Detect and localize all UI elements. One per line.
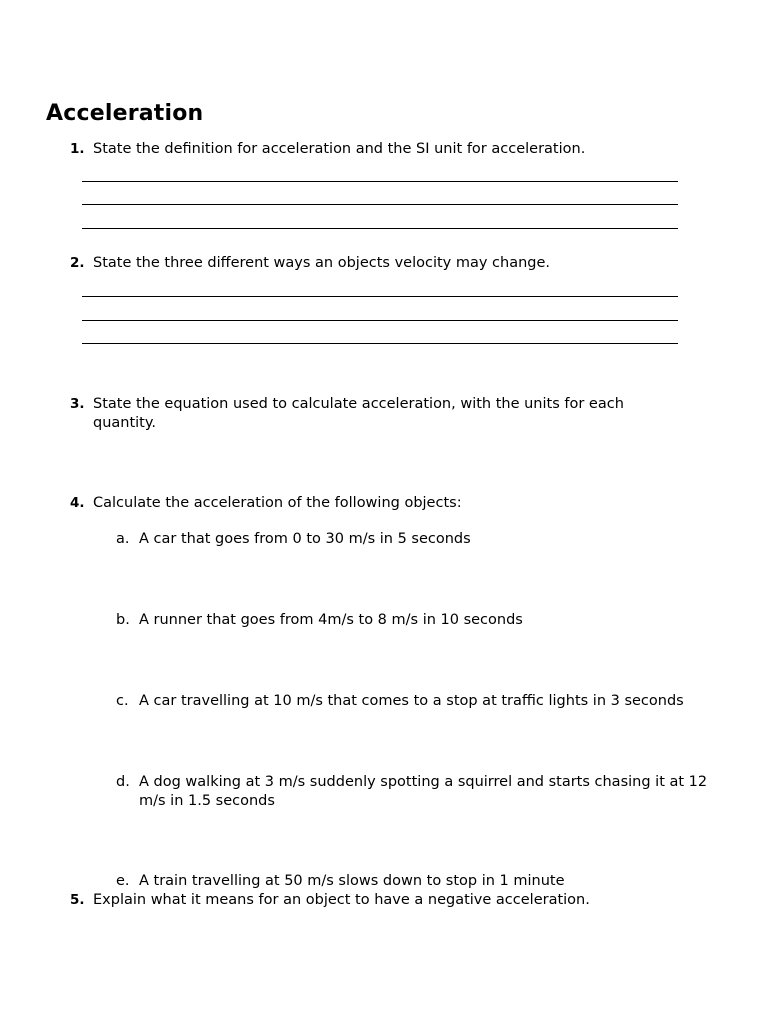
answer-line[interactable] (82, 296, 678, 297)
question-4-part-b (116, 611, 729, 630)
answer-line[interactable] (82, 228, 678, 229)
question-number: 4. (70, 495, 85, 511)
answer-line[interactable] (82, 181, 678, 182)
question-4 (70, 494, 693, 513)
question-text: Calculate the acceleration of the following objects: (93, 495, 462, 511)
part-letter: c. (116, 693, 129, 709)
question-number: 2. (70, 255, 85, 271)
part-letter: b. (116, 612, 130, 628)
question-text: State the three different ways an objects velocity may change. (93, 255, 551, 271)
question-text: State the equation used to calculate acceleration, with the units for each quantity. (93, 396, 624, 431)
question-text: Explain what it means for an object to have a negative acceleration. (93, 892, 590, 908)
part-letter: d. (116, 774, 130, 790)
question-3 (70, 395, 673, 433)
question-4-part-a (116, 530, 729, 549)
answer-line[interactable] (82, 343, 678, 344)
question-2 (70, 254, 693, 273)
question-1 (70, 140, 693, 159)
part-text: A dog walking at 3 m/s suddenly spotting a squirrel and starts chasing it at 12 m/s in 1.5 seconds (139, 774, 708, 809)
page-title: Acceleration (46, 101, 204, 126)
part-letter: a. (116, 531, 130, 547)
part-letter: e. (116, 873, 130, 889)
part-text: A car travelling at 10 m/s that comes to a stop at traffic lights in 3 seconds (139, 693, 684, 709)
answer-line[interactable] (82, 204, 678, 205)
question-5 (70, 891, 693, 910)
question-text: State the definition for acceleration and the SI unit for acceleration. (93, 141, 586, 157)
part-text: A runner that goes from 4m/s to 8 m/s in 10 seconds (139, 612, 523, 628)
answer-line[interactable] (82, 320, 678, 321)
question-number: 3. (70, 396, 85, 412)
question-number: 5. (70, 892, 85, 908)
question-4-part-c (116, 692, 749, 711)
question-4-part-d (116, 773, 709, 811)
part-text: A train travelling at 50 m/s slows down to stop in 1 minute (139, 873, 565, 889)
question-4-part-e (116, 872, 729, 891)
part-text: A car that goes from 0 to 30 m/s in 5 seconds (139, 531, 471, 547)
question-number: 1. (70, 141, 85, 157)
